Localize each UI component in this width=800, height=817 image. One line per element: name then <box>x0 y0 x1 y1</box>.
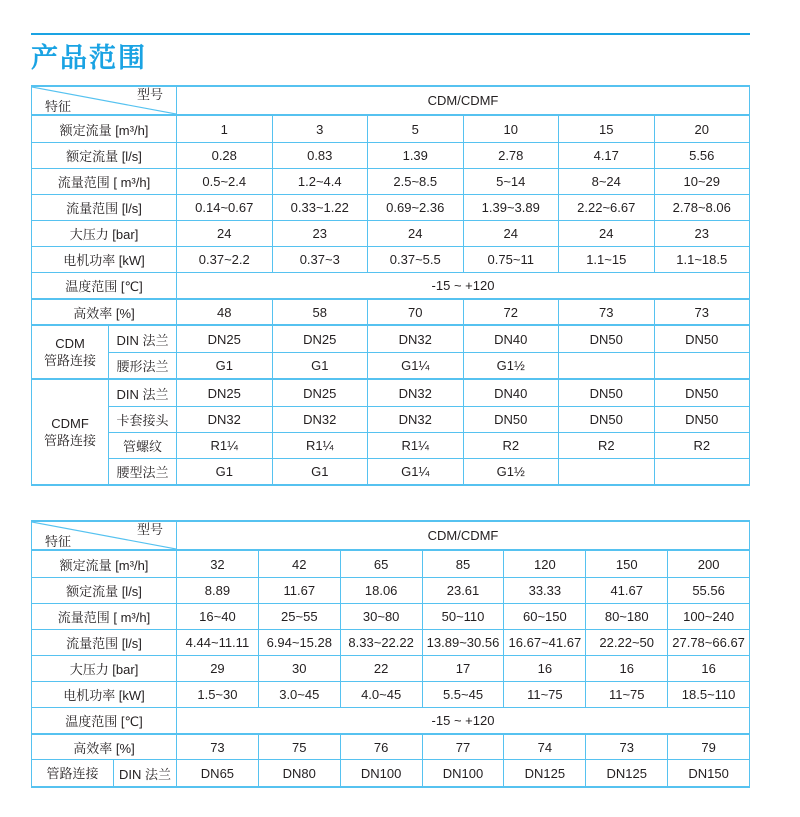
value-cell: 0.37~5.5 <box>367 247 463 272</box>
value-cell: 15 <box>558 116 654 142</box>
value-cell: 41.67 <box>585 578 667 603</box>
row-label: 流量范围 [ m³/h] <box>57 175 151 190</box>
value-cell: 0.69~2.36 <box>367 195 463 220</box>
table-body <box>32 116 749 484</box>
row-label: 电机功率 [kW] <box>63 253 145 268</box>
value-cell: 22 <box>340 656 422 681</box>
value-cell: 4.0~45 <box>340 682 422 707</box>
value-cell: 1.5~30 <box>176 682 258 707</box>
value-cell: 3 <box>272 116 368 142</box>
value-cell: 8.89 <box>176 578 258 603</box>
value-cell: 30 <box>258 656 340 681</box>
spec-table-small-models <box>31 85 750 486</box>
value-cell: DN65 <box>176 760 258 786</box>
table-row <box>108 380 749 406</box>
value-cell: 1 <box>176 116 272 142</box>
row-label: 高效率 [%] <box>73 305 135 321</box>
value-cell: DN125 <box>503 760 585 786</box>
value-cell: 1.39~3.89 <box>463 195 559 220</box>
table-row <box>32 603 749 629</box>
table-row <box>32 733 749 759</box>
table-row <box>32 681 749 707</box>
value-cell: 5~14 <box>463 169 559 194</box>
span-value-cell: -15 ~ +120 <box>176 708 749 733</box>
value-cell: DN32 <box>367 326 463 352</box>
group-subrows <box>108 326 749 378</box>
sub-row-label: 腰形法兰 <box>108 353 176 378</box>
value-cell: 0.37~3 <box>272 247 368 272</box>
row-label: 大压力 [bar] <box>69 662 139 677</box>
value-cell: DN50 <box>558 407 654 432</box>
value-cell: 76 <box>340 735 422 759</box>
value-cell: 16 <box>585 656 667 681</box>
model-series-header: CDM/CDMF <box>176 87 749 114</box>
table-row <box>32 655 749 681</box>
value-cell: 23 <box>272 221 368 246</box>
value-cell: G1¼ <box>367 353 463 378</box>
value-cell: R1¼ <box>272 433 368 458</box>
table-row <box>108 352 749 378</box>
value-cell: 1.1~18.5 <box>654 247 750 272</box>
value-cell <box>654 459 750 484</box>
value-cell: G1¼ <box>367 459 463 484</box>
group-label <box>32 326 108 378</box>
value-cell: 11~75 <box>585 682 667 707</box>
corner-label-model: 型号 <box>136 522 163 537</box>
connection-group-row <box>32 378 749 484</box>
value-cell: 2.22~6.67 <box>558 195 654 220</box>
table-row <box>113 760 749 786</box>
value-cell: 24 <box>176 221 272 246</box>
table-row <box>108 458 749 484</box>
group-label-line: 管路连接 <box>46 765 99 781</box>
value-cell: DN32 <box>367 407 463 432</box>
group-label <box>32 380 108 484</box>
value-cell: 30~80 <box>340 604 422 629</box>
row-label: 额定流量 [l/s] <box>66 149 142 164</box>
value-cell: G1½ <box>463 459 559 484</box>
connection-group-row <box>32 324 749 378</box>
value-cell: DN50 <box>558 326 654 352</box>
value-cell: 18.5~110 <box>667 682 749 707</box>
value-cell: 0.33~1.22 <box>272 195 368 220</box>
value-cell: G1 <box>272 459 368 484</box>
value-cell: R2 <box>558 433 654 458</box>
value-cell: 8~24 <box>558 169 654 194</box>
value-cell: DN50 <box>463 407 559 432</box>
table-row <box>32 246 749 272</box>
table-row <box>32 707 749 733</box>
value-cell: G1 <box>272 353 368 378</box>
value-cell: 1.1~15 <box>558 247 654 272</box>
group-subrows <box>113 760 749 786</box>
title-rule <box>31 33 750 35</box>
value-cell: 73 <box>585 735 667 759</box>
value-cell: 1.39 <box>367 143 463 168</box>
table-row <box>32 116 749 142</box>
value-cell: 80~180 <box>585 604 667 629</box>
row-label: 流量范围 [ m³/h] <box>57 610 151 625</box>
group-label-line: CDMF <box>51 416 89 431</box>
table-row <box>32 220 749 246</box>
value-cell: DN32 <box>272 407 368 432</box>
value-cell: 1.2~4.4 <box>272 169 368 194</box>
row-label: 流量范围 [l/s] <box>66 636 142 651</box>
table-row <box>32 551 749 577</box>
value-cell: 3.0~45 <box>258 682 340 707</box>
value-cell: 16 <box>503 656 585 681</box>
page-title: 产品范围 <box>31 43 147 73</box>
value-cell: 5.56 <box>654 143 750 168</box>
value-cell: DN25 <box>272 326 368 352</box>
span-value-cell: -15 ~ +120 <box>176 273 749 298</box>
row-label: 电机功率 [kW] <box>63 688 145 703</box>
value-cell: 120 <box>503 551 585 577</box>
value-cell: 150 <box>585 551 667 577</box>
table-row <box>32 168 749 194</box>
value-cell: DN32 <box>367 380 463 406</box>
value-cell: G1 <box>176 353 272 378</box>
value-cell: 0.83 <box>272 143 368 168</box>
table-row <box>108 406 749 432</box>
value-cell <box>558 353 654 378</box>
value-cell: 73 <box>654 300 750 324</box>
group-label-line: 管路连接 <box>43 433 96 448</box>
value-cell: R2 <box>463 433 559 458</box>
value-cell: 8.33~22.22 <box>340 630 422 655</box>
value-cell: DN50 <box>654 407 750 432</box>
value-cell: 33.33 <box>503 578 585 603</box>
value-cell: 5.5~45 <box>422 682 504 707</box>
value-cell: 16 <box>667 656 749 681</box>
table-body <box>32 551 749 786</box>
value-cell: 18.06 <box>340 578 422 603</box>
corner-label-feature: 特征 <box>45 534 72 549</box>
group-label-line: CDM <box>55 336 85 351</box>
value-cell: 58 <box>272 300 368 324</box>
sub-row-label: 卡套接头 <box>108 407 176 432</box>
row-label: 大压力 [bar] <box>69 227 139 242</box>
row-label: 流量范围 [l/s] <box>66 201 142 216</box>
row-label: 温度范围 [℃] <box>65 279 143 294</box>
row-label: 额定流量 [l/s] <box>66 584 142 599</box>
value-cell: 50~110 <box>422 604 504 629</box>
value-cell: 79 <box>667 735 749 759</box>
value-cell: DN40 <box>463 326 559 352</box>
value-cell: 55.56 <box>667 578 749 603</box>
table-row <box>32 272 749 298</box>
value-cell: 23 <box>654 221 750 246</box>
value-cell: 29 <box>176 656 258 681</box>
value-cell: 13.89~30.56 <box>422 630 504 655</box>
value-cell: DN25 <box>176 380 272 406</box>
table-row <box>32 577 749 603</box>
row-label: 额定流量 [m³/h] <box>59 557 149 573</box>
value-cell: 24 <box>558 221 654 246</box>
value-cell: 10 <box>463 116 559 142</box>
value-cell: 16.67~41.67 <box>503 630 585 655</box>
value-cell: 11~75 <box>503 682 585 707</box>
value-cell: 6.94~15.28 <box>258 630 340 655</box>
value-cell: 22.22~50 <box>585 630 667 655</box>
value-cell: 85 <box>422 551 504 577</box>
value-cell: DN50 <box>558 380 654 406</box>
value-cell: DN32 <box>176 407 272 432</box>
value-cell: 42 <box>258 551 340 577</box>
value-cell: DN50 <box>654 380 750 406</box>
sub-row-label: 腰型法兰 <box>108 459 176 484</box>
value-cell: 27.78~66.67 <box>667 630 749 655</box>
value-cell: DN25 <box>176 326 272 352</box>
value-cell: 100~240 <box>667 604 749 629</box>
value-cell: 75 <box>258 735 340 759</box>
value-cell: R2 <box>654 433 750 458</box>
group-subrows <box>108 380 749 484</box>
table-header-row <box>32 87 749 116</box>
value-cell: 73 <box>176 735 258 759</box>
value-cell: 25~55 <box>258 604 340 629</box>
model-series-header: CDM/CDMF <box>176 522 749 549</box>
value-cell: DN100 <box>422 760 504 786</box>
value-cell: 2.78~8.06 <box>654 195 750 220</box>
header-corner-cell <box>32 522 176 549</box>
value-cell: DN50 <box>654 326 750 352</box>
row-label: 温度范围 [℃] <box>65 714 143 729</box>
value-cell: 0.28 <box>176 143 272 168</box>
corner-label-feature: 特征 <box>45 99 72 114</box>
sub-row-label: DIN 法兰 <box>108 326 176 352</box>
row-label: 额定流量 [m³/h] <box>59 122 149 138</box>
value-cell: 0.75~11 <box>463 247 559 272</box>
value-cell: DN100 <box>340 760 422 786</box>
value-cell: 0.14~0.67 <box>176 195 272 220</box>
value-cell: 70 <box>367 300 463 324</box>
value-cell: 0.5~2.4 <box>176 169 272 194</box>
value-cell: 74 <box>503 735 585 759</box>
table-row <box>108 432 749 458</box>
value-cell: 65 <box>340 551 422 577</box>
value-cell: R1¼ <box>176 433 272 458</box>
value-cell: 77 <box>422 735 504 759</box>
value-cell: 23.61 <box>422 578 504 603</box>
value-cell: 2.5~8.5 <box>367 169 463 194</box>
value-cell: 72 <box>463 300 559 324</box>
value-cell: DN150 <box>667 760 749 786</box>
value-cell: 16~40 <box>176 604 258 629</box>
value-cell: 10~29 <box>654 169 750 194</box>
value-cell: DN25 <box>272 380 368 406</box>
value-cell: 20 <box>654 116 750 142</box>
value-cell: 24 <box>463 221 559 246</box>
value-cell: 32 <box>176 551 258 577</box>
value-cell: 60~150 <box>503 604 585 629</box>
value-cell: 2.78 <box>463 143 559 168</box>
value-cell: 4.17 <box>558 143 654 168</box>
value-cell: 5 <box>367 116 463 142</box>
sub-row-label: DIN 法兰 <box>113 760 176 786</box>
value-cell: 11.67 <box>258 578 340 603</box>
value-cell: DN125 <box>585 760 667 786</box>
value-cell: DN40 <box>463 380 559 406</box>
sub-row-label: 管螺纹 <box>108 433 176 458</box>
value-cell: 0.37~2.2 <box>176 247 272 272</box>
value-cell <box>654 353 750 378</box>
value-cell: 73 <box>558 300 654 324</box>
value-cell: 48 <box>176 300 272 324</box>
corner-label-model: 型号 <box>136 87 163 102</box>
value-cell: 17 <box>422 656 504 681</box>
value-cell: 200 <box>667 551 749 577</box>
group-label <box>32 760 113 786</box>
value-cell: G1 <box>176 459 272 484</box>
table-row <box>32 629 749 655</box>
connection-group-row <box>32 759 749 786</box>
value-cell: DN80 <box>258 760 340 786</box>
sub-row-label: DIN 法兰 <box>108 380 176 406</box>
table-row <box>32 298 749 324</box>
value-cell: R1¼ <box>367 433 463 458</box>
row-label: 高效率 [%] <box>73 740 135 756</box>
spec-table-large-models <box>31 520 750 788</box>
value-cell: G1½ <box>463 353 559 378</box>
header-corner-cell <box>32 87 176 114</box>
table-row <box>108 326 749 352</box>
table-row <box>32 142 749 168</box>
table-header-row <box>32 522 749 551</box>
group-label-line: 管路连接 <box>43 353 96 368</box>
table-row <box>32 194 749 220</box>
value-cell: 4.44~11.11 <box>176 630 258 655</box>
value-cell <box>558 459 654 484</box>
value-cell: 24 <box>367 221 463 246</box>
